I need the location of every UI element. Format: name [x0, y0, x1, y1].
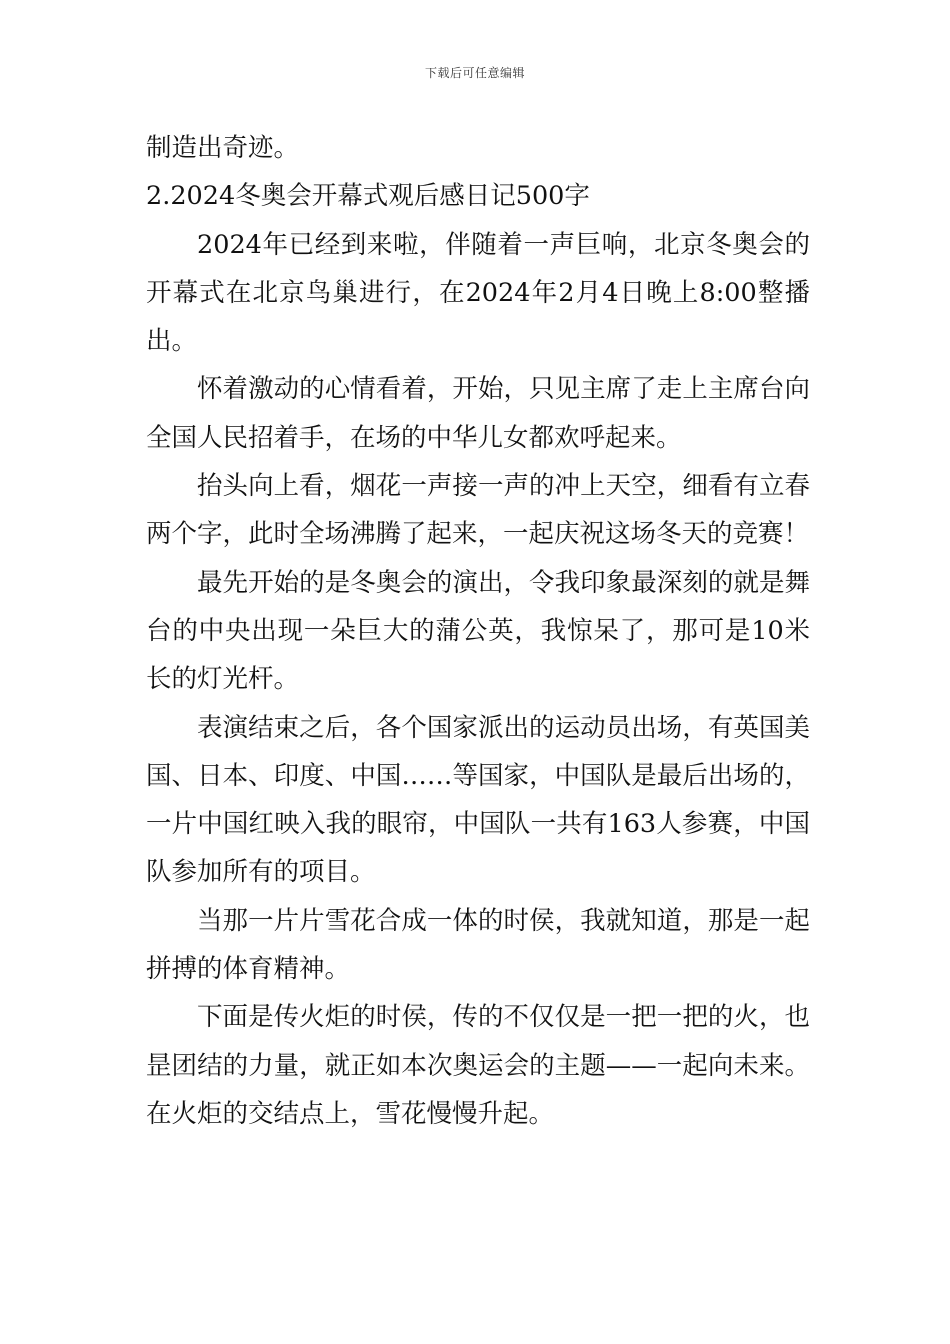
paragraph: 2024年已经到来啦，伴随着一声巨响，北京冬奥会的开幕式在北京鸟巢进行，在2024年2月4日晚上8:00整播出。	[146, 229, 810, 357]
paragraph: 下面是传火炬的时侯，传的不仅仅是一把一把的火，也昰团结的力量，就正如本次奥运会的主题——一起向未来。在火炬的交结点上，雪花慢慢升起。	[146, 1002, 810, 1129]
document-body	[146, 124, 810, 1138]
paragraph: 最先开始的是冬奥会的演出，令我印象最深刻的就是舞台的中央出现一朵巨大的蒲公英，我惊呆了，那可是10米长的灯光杆。	[146, 567, 810, 695]
paragraph: 怀着激动的心情看着，开始，只见主席了走上主席台向全国人民招着手，在场的中华儿女都欢呼起来。	[146, 374, 810, 453]
section-title: 2.2024冬奥会开幕式观后感日记500字	[146, 181, 590, 212]
paragraph: 抬头向上看，烟花一声接一声的冲上天空，细看有立春两个字，此时全场沸腾了起来，一起庆祝这场冬天的竞赛！	[146, 471, 810, 550]
paragraph: 制造出奇迹。	[146, 133, 300, 163]
paragraph: 当那一片片雪花合成一体的时侯，我就知道，那是一起拼搏的体育精神。	[146, 905, 810, 985]
paragraph: 表演结束之后，各个国家派出的运动员出场，有英国美国、日本、印度、中国……等国家，中国队是最后出场的，一片中国红映入我的眼帘，中国队一共有163人参赛，中国队参加所有的项目。	[146, 712, 810, 888]
page-header-note: 下载后可任意编辑	[424, 66, 525, 80]
